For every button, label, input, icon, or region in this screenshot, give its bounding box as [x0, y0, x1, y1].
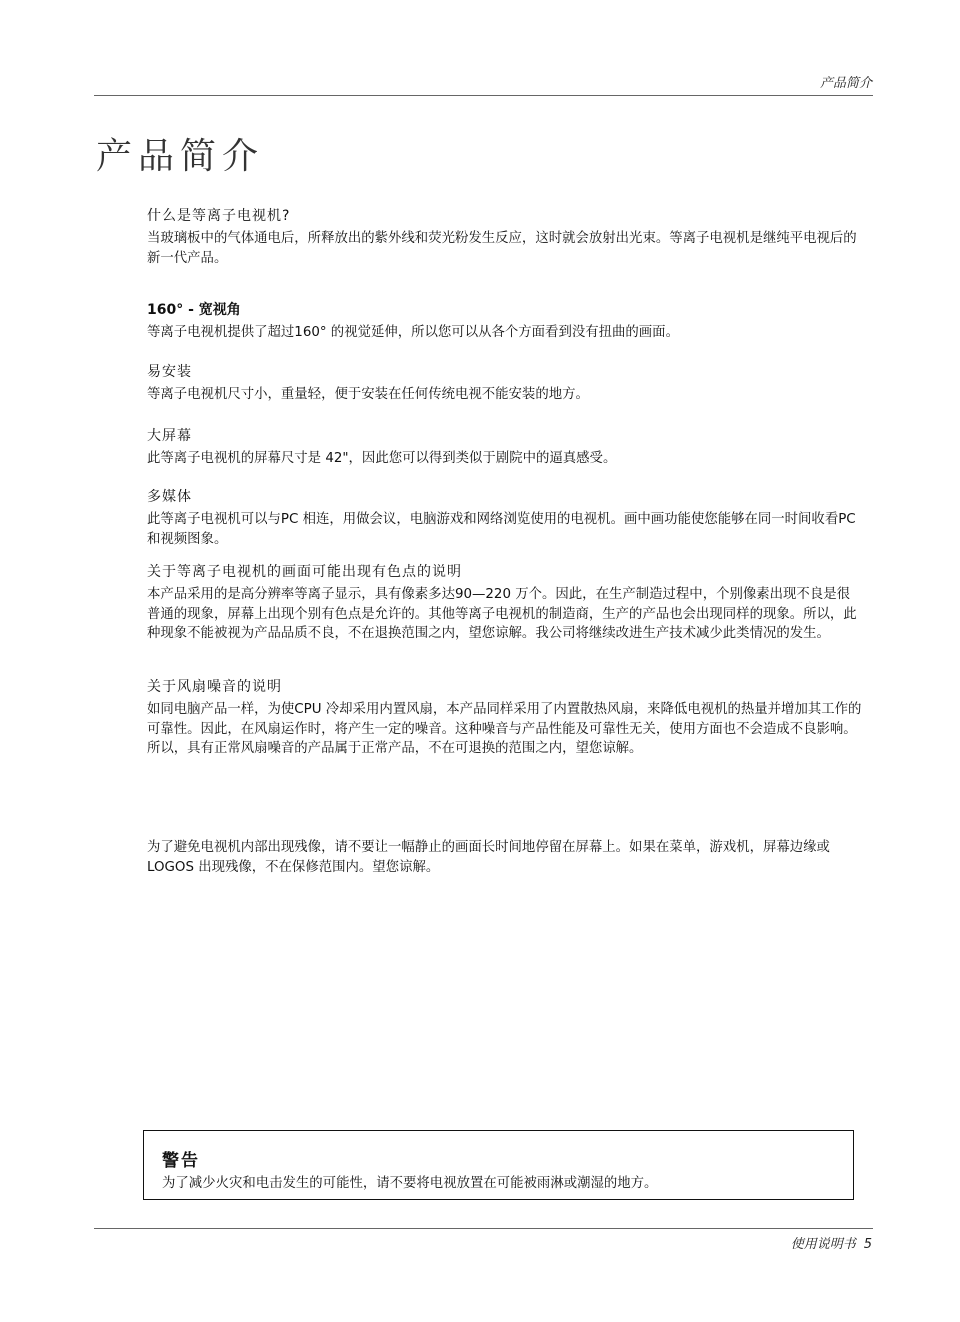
footer-rule: [94, 1228, 873, 1229]
section-multimedia: [147, 486, 863, 549]
section-title: 关于风扇噪音的说明: [147, 679, 282, 695]
section-title: 160° - 宽视角: [147, 302, 241, 318]
footer-label: 使用说明书: [790, 1237, 856, 1252]
section-title: 大屏幕: [147, 428, 192, 444]
warning-box: [143, 1130, 854, 1200]
section-what-is-plasma: [147, 205, 863, 268]
section-easy-install: [147, 361, 863, 405]
section-title: 关于等离子电视机的画面可能出现有色点的说明: [147, 564, 462, 580]
section-body: 本产品采用的是高分辨率等离子显示，具有像素多达90—220 万个。因此，在生产制造过程中，个别像素出现不良是很普通的现象，屏幕上出现个别有色点是允许的。其他等离子电视机的制造商，生产的产品也会出现同样的现象。所以，此种现象不能被视为产品品质不良，不在退换范围之内，望您谅解。我公司将继续改进生产技术减少此类情况的发生。: [147, 587, 857, 641]
warning-title: 警告: [162, 1151, 200, 1171]
note-text: 为了避免电视机内部出现残像，请不要让一幅静止的画面长时间地停留在屏幕上。如果在菜单，游戏机，屏幕边缘或LOGOS 出现残像，不在保修范围内。望您谅解。: [147, 840, 830, 875]
section-title: 什么是等离子电视机?: [147, 208, 291, 224]
page-number: 5: [863, 1237, 872, 1252]
section-body: 当玻璃板中的气体通电后，所释放出的紫外线和荧光粉发生反应，这时就会放射出光束。等离子电视机是继纯平电视后的新一代产品。: [147, 231, 857, 266]
section-body: 此等离子电视机可以与PC 相连，用做会议，电脑游戏和网络浏览使用的电视机。画中画功能使您能够在同一时间收看PC和视频图象。: [147, 512, 856, 547]
section-fan-noise: [147, 676, 863, 759]
section-title: 易安装: [147, 364, 192, 380]
page-title: 产品简介: [96, 136, 265, 177]
warning-text: 为了减少火灾和电击发生的可能性，请不要将电视放置在可能被雨淋或潮湿的地方。: [162, 1176, 658, 1191]
section-body: 此等离子电视机的屏幕尺寸是 42"，因此您可以得到类似于剧院中的逼真感受。: [147, 451, 617, 466]
section-body: 如同电脑产品一样，为使CPU 冷却采用内置风扇，本产品同样采用了内置散热风扇，来降低电视机的热量并增加其工作的可靠性。因此，在风扇运作时，将产生一定的噪音。这种噪音与产品性能及可靠性无关，使用方面也不会造成不良影响。所以，具有正常风扇噪音的产品属于正常产品，不在可退换的范围之内，望您谅解。: [147, 702, 862, 756]
section-color-dots: [147, 561, 863, 644]
section-title: 多媒体: [147, 489, 192, 505]
section-body: 等离子电视机提供了超过160° 的视觉延伸，所以您可以从各个方面看到没有扭曲的画面。: [147, 325, 679, 340]
footer: [791, 1233, 872, 1252]
section-afterimage-note: [147, 838, 863, 877]
section-wide-view: [147, 299, 863, 343]
header-rule: [94, 95, 873, 96]
section-body: 等离子电视机尺寸小，重量轻，便于安装在任何传统电视不能安装的地方。: [147, 387, 589, 402]
section-large-screen: [147, 425, 863, 469]
running-header: 产品简介: [819, 76, 872, 91]
